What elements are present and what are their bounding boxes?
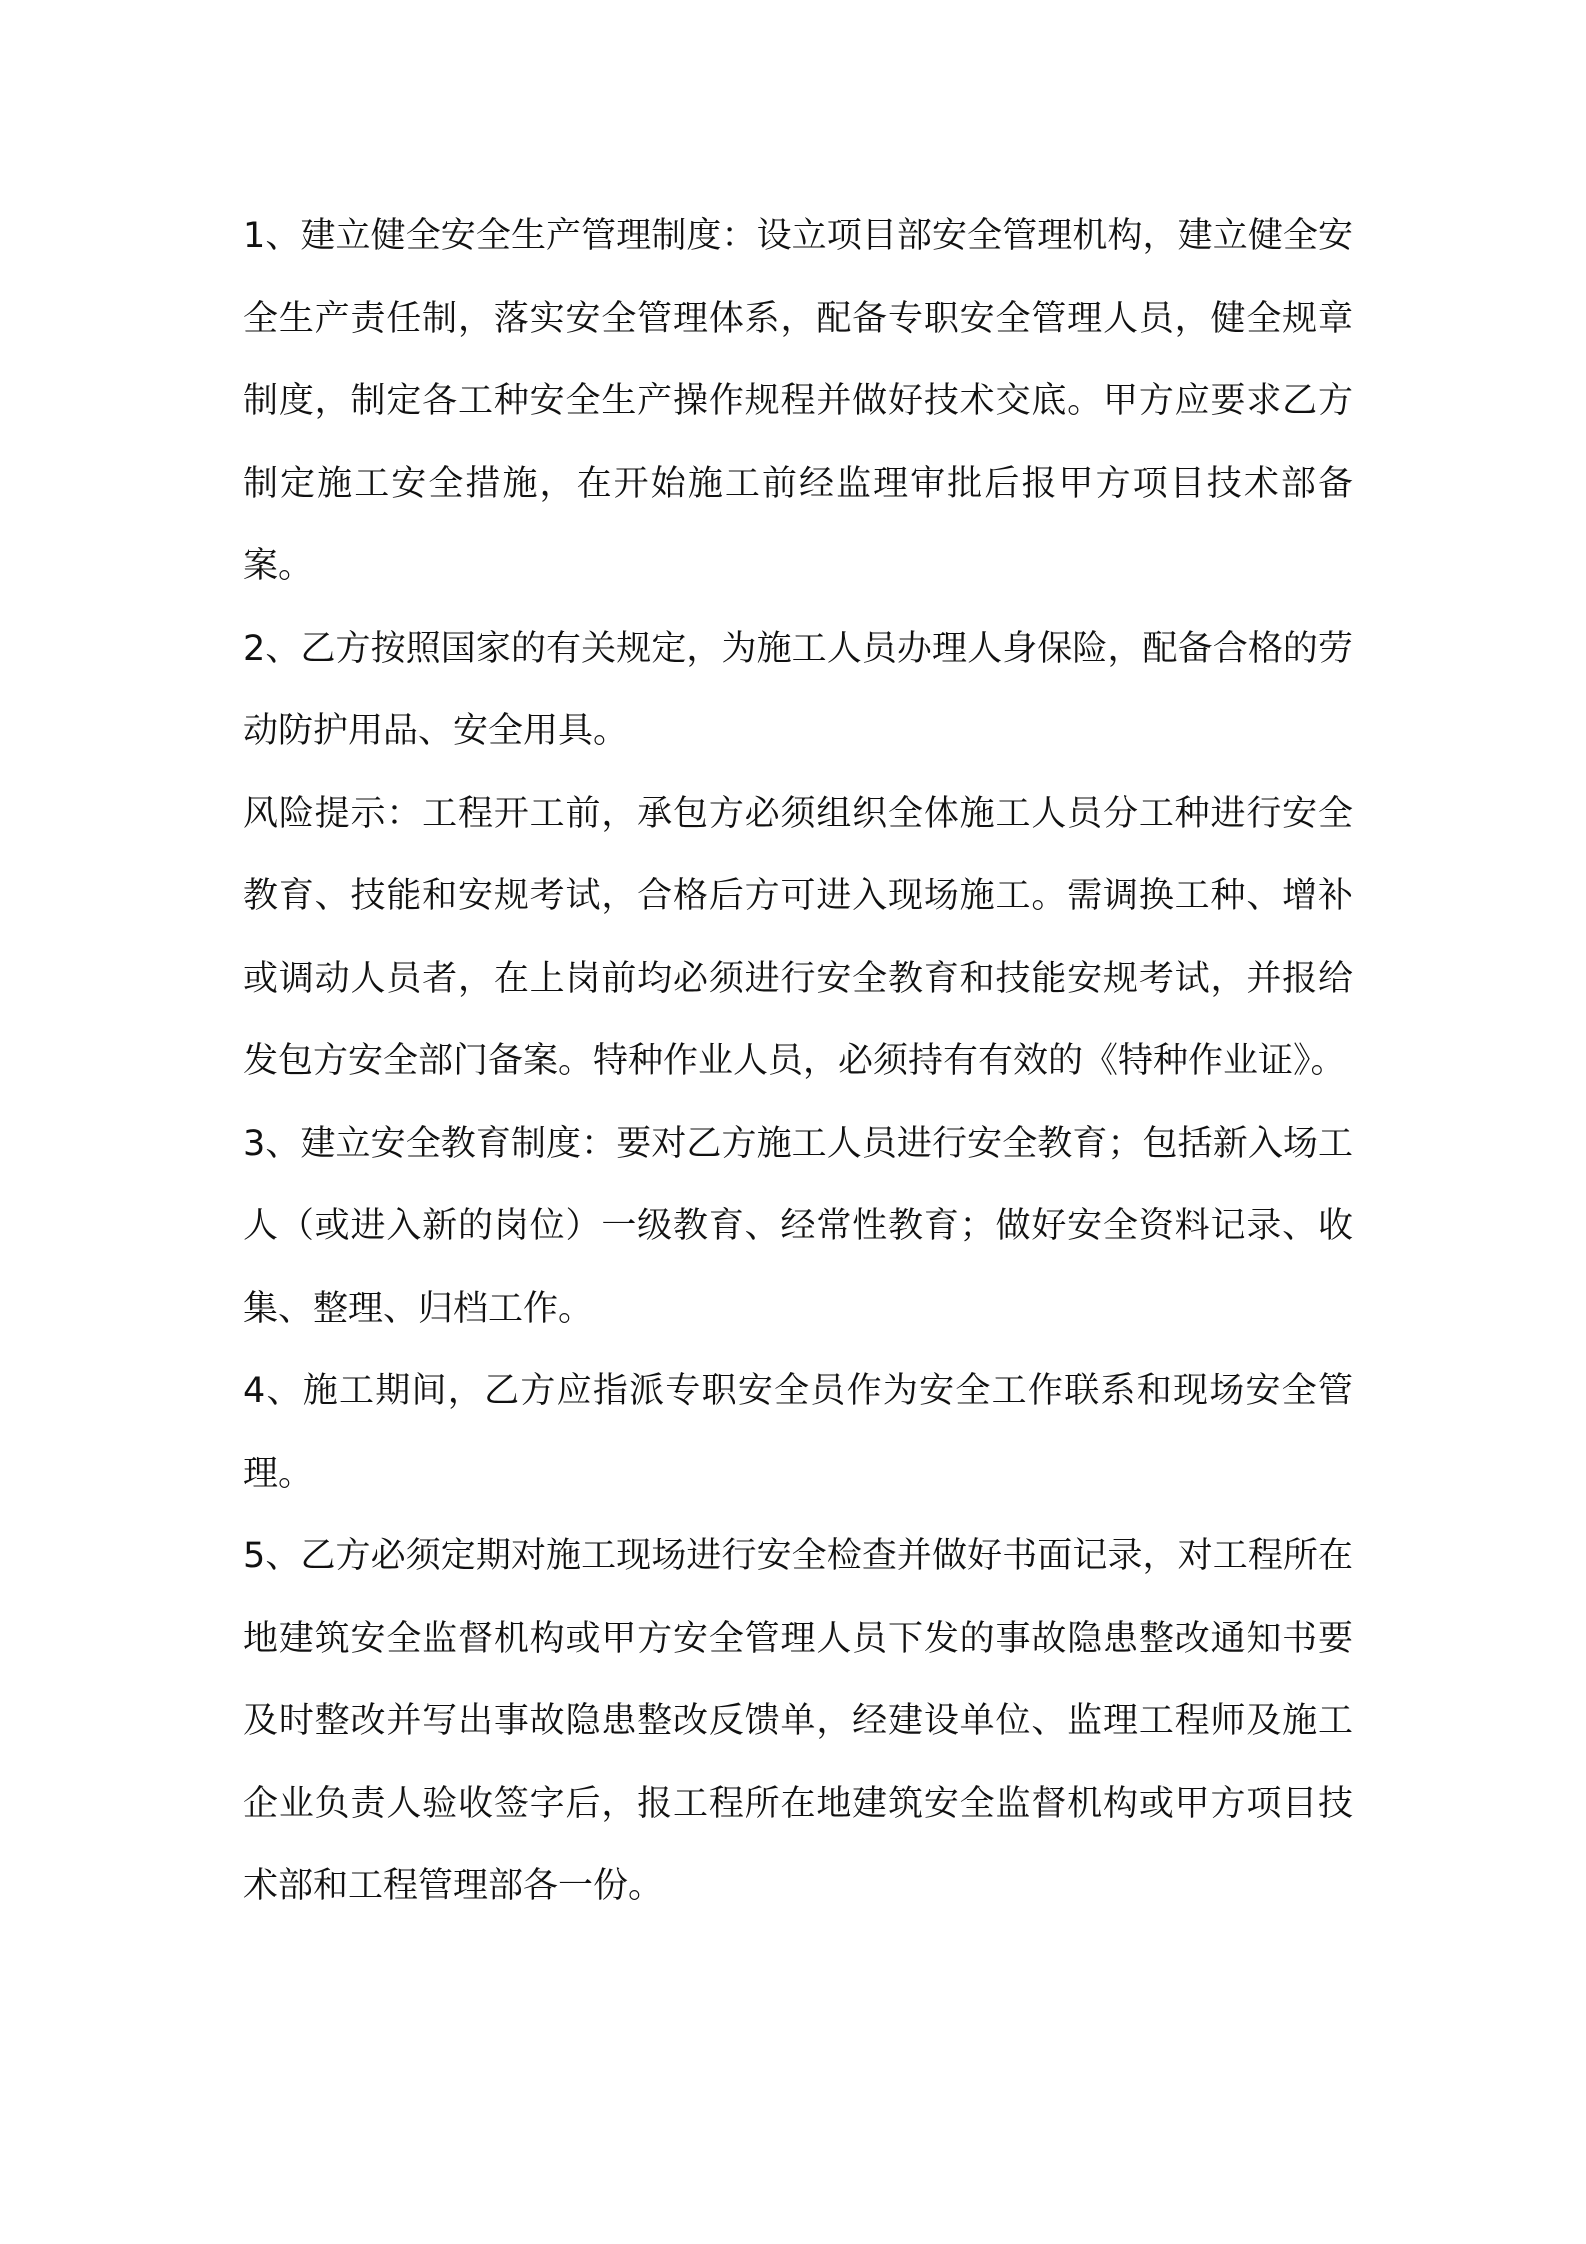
paragraph-safety-education: 3、建立安全教育制度：要对乙方施工人员进行安全教育；包括新入场工人（或进入新的岗位）一级教育、经常性教育；做好安全资料记录、收集、整理、归档工作。 [243, 1123, 1353, 1329]
document-body [243, 195, 1353, 1928]
paragraph-personal-insurance: 2、乙方按照国家的有关规定，为施工人员办理人身保险，配备合格的劳动防护用品、安全用具。 [243, 628, 1353, 751]
paragraph-safety-inspection: 5、乙方必须定期对施工现场进行安全检查并做好书面记录，对工程所在地建筑安全监督机构或甲方安全管理人员下发的事故隐患整改通知书要及时整改并写出事故隐患整改反馈单，经建设单位、监理工程师及施工企业负责人验收签字后，报工程所在地建筑安全监督机构或甲方项目技术部和工程管理部各一份。 [243, 1536, 1353, 1906]
paragraph-safety-officer: 4、施工期间，乙方应指派专职安全员作为安全工作联系和现场安全管理。 [243, 1371, 1353, 1494]
paragraph-safety-management-system: 1、建立健全安全生产管理制度：设立项目部安全管理机构，建立健全安全生产责任制，落实安全管理体系，配备专职安全管理人员，健全规章制度，制定各工种安全生产操作规程并做好技术交底。甲方应要求乙方制定施工安全措施，在开始施工前经监理审批后报甲方项目技术部备案。 [243, 216, 1353, 586]
paragraph-risk-notice: 风险提示：工程开工前，承包方必须组织全体施工人员分工种进行安全教育、技能和安规考试，合格后方可进入现场施工。需调换工种、增补或调动人员者，在上岗前均必须进行安全教育和技能安规考试，并报给发包方安全部门备案。特种作业人员，必须持有有效的《特种作业证》。 [243, 793, 1353, 1081]
